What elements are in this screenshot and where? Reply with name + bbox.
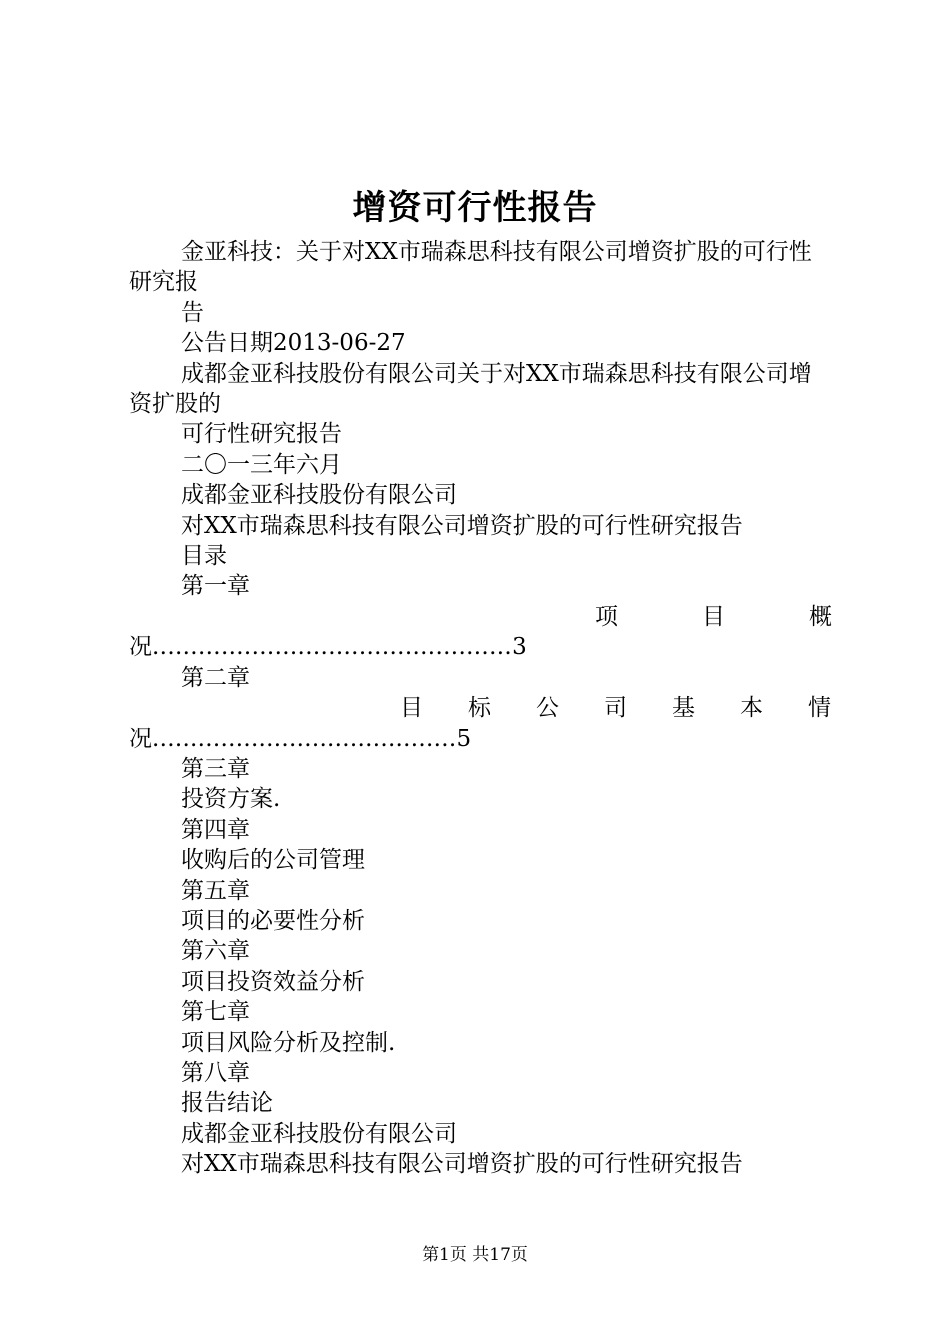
toc-title-head bbox=[400, 693, 876, 723]
toc-page-number: 5 bbox=[456, 725, 472, 752]
toc-chapter-label: 第六章 bbox=[181, 938, 250, 965]
document-body bbox=[129, 237, 916, 1180]
toc-title: 项目投资效益分析 bbox=[181, 968, 365, 995]
body-paragraph: 告 bbox=[181, 299, 204, 326]
toc-entry bbox=[129, 571, 916, 662]
company-name: 成都金亚科技股份有限公司 bbox=[181, 482, 457, 509]
toc-chapter-label: 第一章 bbox=[181, 573, 250, 600]
toc-leader-dots: ............................................... bbox=[152, 634, 513, 661]
toc-leader-dots: ........................................ bbox=[152, 725, 457, 752]
body-paragraph: 可行性研究报告 bbox=[181, 421, 342, 448]
company-name: 成都金亚科技股份有限公司 bbox=[181, 1120, 457, 1147]
toc-page-number: 3 bbox=[512, 634, 527, 661]
body-paragraph: 成都金亚科技股份有限公司关于对XX市瑞森思科技有限公司增资扩股的 bbox=[129, 360, 812, 418]
toc-title: 项目风险分析及控制. bbox=[181, 1029, 396, 1056]
toc-title: 收购后的公司管理 bbox=[181, 847, 365, 874]
toc-title: 投资方案. bbox=[181, 786, 281, 813]
document-title: 增资可行性报告 bbox=[352, 188, 598, 228]
report-date: 二〇一三年六月 bbox=[181, 451, 342, 478]
announcement-date: 公告日期2013-06-27 bbox=[181, 330, 406, 357]
toc-entry bbox=[129, 663, 876, 754]
body-paragraph: 金亚科技：关于对XX市瑞森思科技有限公司增资扩股的可行性研究报 bbox=[129, 239, 812, 296]
toc-chapter-label: 第四章 bbox=[181, 816, 250, 843]
toc-title: 报告结论 bbox=[181, 1090, 273, 1117]
toc-title-tail: 况 bbox=[129, 725, 152, 752]
toc-chapter-label: 第五章 bbox=[181, 877, 250, 904]
report-subtitle: 对XX市瑞森思科技有限公司增资扩股的可行性研究报告 bbox=[181, 1151, 743, 1178]
toc-title-head bbox=[595, 602, 916, 632]
toc-title-tail: 况 bbox=[129, 634, 152, 661]
toc-chapter-label: 第七章 bbox=[181, 999, 250, 1026]
toc-heading: 目录 bbox=[181, 543, 227, 570]
report-subtitle: 对XX市瑞森思科技有限公司增资扩股的可行性研究报告 bbox=[181, 512, 743, 539]
toc-title: 项目的必要性分析 bbox=[181, 907, 365, 934]
toc-chapter-label: 第三章 bbox=[181, 755, 250, 782]
toc-chapter-label: 第二章 bbox=[181, 664, 250, 691]
toc-spread-text: 项目概 bbox=[595, 603, 916, 630]
toc-chapter-label: 第八章 bbox=[181, 1059, 250, 1086]
page-footer: 第1页 共17页 bbox=[422, 1245, 528, 1265]
toc-spread-text: 目标公司基本情 bbox=[400, 695, 876, 722]
